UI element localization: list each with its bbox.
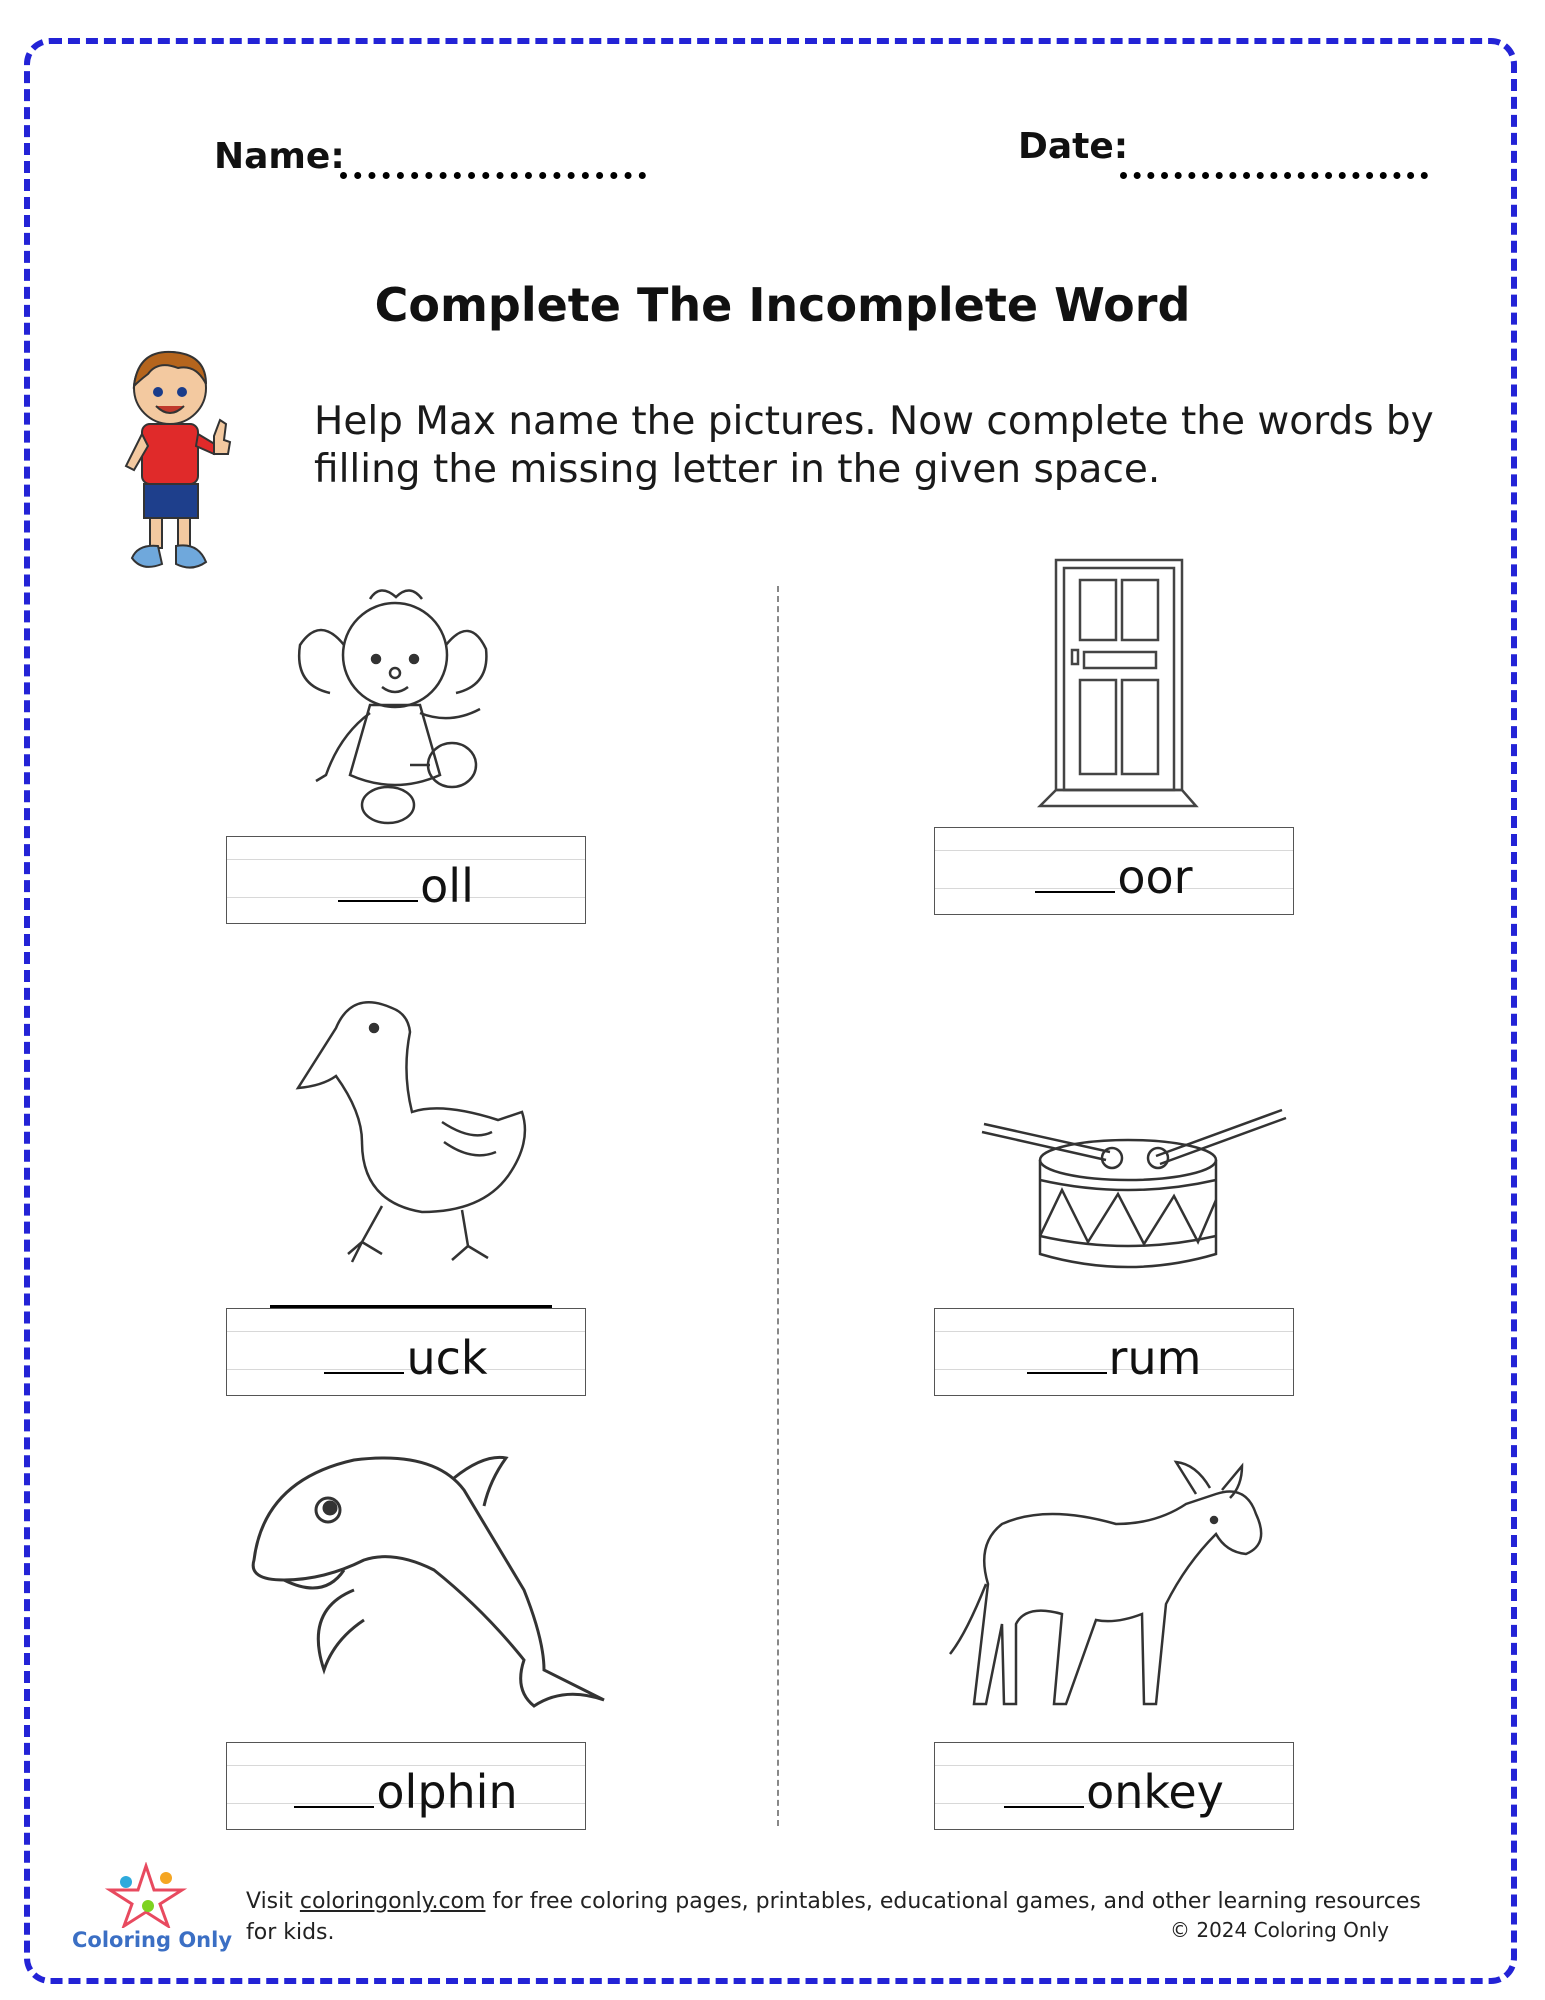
blank-line[interactable] — [294, 1806, 374, 1808]
word-ending: olphin — [376, 1765, 518, 1819]
coloring-only-logo-icon — [96, 1862, 196, 1928]
doll-image — [280, 575, 510, 825]
instructions-text: Help Max name the pictures. Now complete the words by filling the missing letter in the given space. — [314, 399, 1434, 492]
blank-line[interactable] — [1035, 891, 1115, 893]
column-divider — [777, 586, 779, 1826]
blank-line[interactable] — [1027, 1372, 1107, 1374]
word-ending: onkey — [1086, 1765, 1224, 1819]
page-title: Complete The Incomplete Word — [374, 278, 1191, 332]
footer-rest: for free coloring pages, printables, educational games, and other learning resources for kids. — [246, 1889, 1421, 1945]
blank-line[interactable] — [324, 1372, 404, 1374]
logo-text: Coloring Only — [72, 1928, 233, 1952]
name-label: Name: — [214, 136, 345, 177]
date-label: Date: — [1018, 126, 1129, 167]
word-box-doll[interactable] — [226, 836, 586, 924]
word-ending: oll — [420, 859, 474, 913]
word-box-duck[interactable] — [226, 1308, 586, 1396]
word-box-door[interactable] — [934, 827, 1294, 915]
name-field[interactable] — [340, 172, 646, 179]
word-ending: uck — [406, 1331, 488, 1385]
boy-mascot-image — [118, 350, 233, 582]
footer-visit: Visit — [246, 1889, 300, 1914]
blank-line[interactable] — [338, 900, 418, 902]
duck-image — [292, 992, 538, 1272]
date-field[interactable] — [1120, 172, 1428, 179]
word-ending: oor — [1117, 850, 1193, 904]
word-box-dolphin[interactable] — [226, 1742, 586, 1830]
donkey-image — [946, 1454, 1286, 1718]
door-image — [1036, 554, 1202, 810]
word-ending: rum — [1108, 1331, 1202, 1385]
copyright-text: © 2024 Coloring Only — [1170, 1918, 1389, 1942]
dolphin-image — [244, 1450, 610, 1720]
drum-image — [978, 1104, 1288, 1274]
word-box-drum[interactable] — [934, 1308, 1294, 1396]
word-box-donkey[interactable] — [934, 1742, 1294, 1830]
footer-link[interactable]: coloringonly.com — [299, 1889, 486, 1914]
blank-line[interactable] — [1004, 1806, 1084, 1808]
